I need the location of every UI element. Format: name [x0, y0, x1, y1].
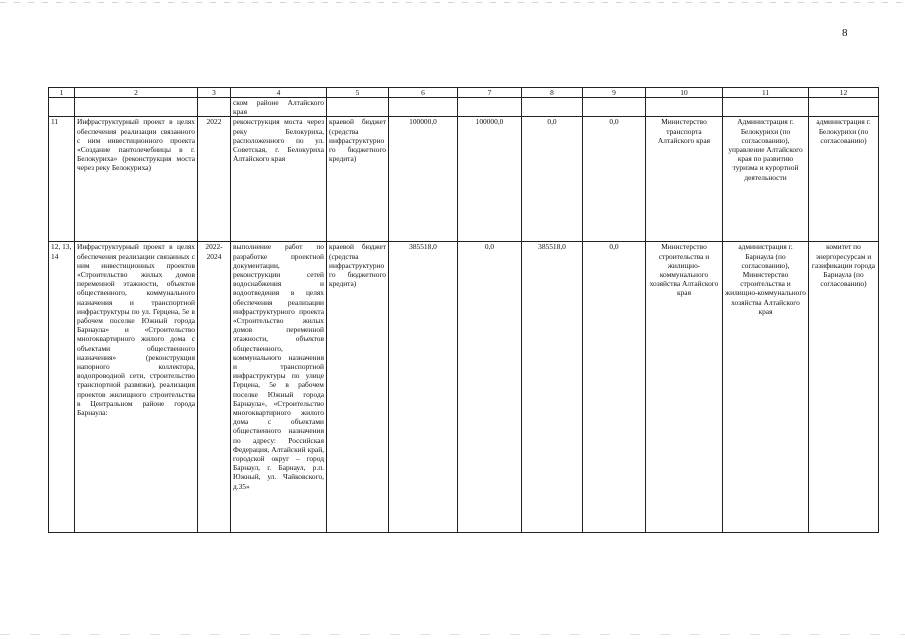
project-name: Инфраструктурный проект в целях обеспечения реализации связанного с ним инвестиционного проекта «Создание пантолечебницы в г. Белокуриха» (реконструкция моста через реку Белокуриха) [75, 117, 198, 242]
amount-year-1: 0,0 [458, 242, 522, 533]
page-number: 8 [842, 27, 848, 39]
column-numbers-row [49, 88, 879, 98]
header-cell: 3 [198, 88, 231, 98]
table-cell [458, 98, 522, 117]
table-cell [646, 98, 723, 117]
amount-year-3: 0,0 [583, 242, 646, 533]
table-cell [198, 98, 231, 117]
program-table [48, 87, 879, 533]
table-row [49, 117, 879, 242]
header-cell: 1 [49, 88, 75, 98]
header-cell: 6 [389, 88, 458, 98]
co-executor: администрация г. Барнаула (по согласованию), Министерство строительства и жилищно-коммунального хозяйства Алтайского края [723, 242, 809, 533]
table-cell [809, 98, 879, 117]
header-cell: 11 [723, 88, 809, 98]
project-years: 2022-2024 [198, 242, 231, 533]
responsible-executor: Министерство строительства и жилищно-коммунального хозяйства Алтайского края [646, 242, 723, 533]
amount-year-2: 0,0 [522, 117, 583, 242]
header-cell: 4 [231, 88, 327, 98]
funding-source: краевой бюджет (средства инфраструктурного бюджетного кредита) [327, 242, 389, 533]
table-cell [522, 98, 583, 117]
amount-year-3: 0,0 [583, 117, 646, 242]
header-cell: 8 [522, 88, 583, 98]
continuation-description: ском районе Алтайского края [231, 98, 327, 117]
scan-edge-top [0, 2, 905, 3]
header-cell: 10 [646, 88, 723, 98]
funding-source: краевой бюджет (средства инфраструктурного бюджетного кредита) [327, 117, 389, 242]
table-cell [723, 98, 809, 117]
amount-total: 385518,0 [389, 242, 458, 533]
table-cell [327, 98, 389, 117]
scan-edge-bottom [0, 634, 905, 635]
participant: администрация г. Белокурихи (по согласованию) [809, 117, 879, 242]
amount-year-2: 385518,0 [522, 242, 583, 533]
continuation-row [49, 98, 879, 117]
participant: комитет по энергоресурсам и газификации города Барнаула (по согласованию) [809, 242, 879, 533]
header-cell: 2 [75, 88, 198, 98]
header-cell: 7 [458, 88, 522, 98]
header-cell: 9 [583, 88, 646, 98]
table-cell [389, 98, 458, 117]
project-years: 2022 [198, 117, 231, 242]
row-number: 11 [49, 117, 75, 242]
table-cell [49, 98, 75, 117]
table-row [49, 242, 879, 533]
table-cell [75, 98, 198, 117]
project-description: реконструкция моста через реку Белокуриха, расположенного по ул. Советская, г. Белокуриха Алтайского края [231, 117, 327, 242]
table-cell [583, 98, 646, 117]
responsible-executor: Министерство транспорта Алтайского края [646, 117, 723, 242]
amount-year-1: 100000,0 [458, 117, 522, 242]
amount-total: 100000,0 [389, 117, 458, 242]
row-number: 12, 13, 14 [49, 242, 75, 533]
project-name: Инфраструктурный проект в целях обеспечения реализации связанных с ним инвестиционных проектов «Строительство жилых домов переменной этажности, объектов общественного, коммунального назначения и транспортной инфраструктуры по ул. Герцена, 5е в рабочем поселке Южный города Барнаула» и «Строительство многоквартирного жилого дома с объектами общественного назначения» (реконструкция напорного коллектора, водопроводной сети, строительство транспортной развязки), реализация проектов жилищного строительства в Центральном районе города Барнаула: [75, 242, 198, 533]
project-description: выполнение работ по разработке проектной документации, реконструкции сетей водоснабжения и водоотведения в целях обеспечения реализации инфраструктурного проекта «Строительство жилых домов переменной этажности, объектов общественного, коммунального назначения и транспортной инфраструктуры по улице Герцена, 5е в рабочем поселке Южный города Барнаула», «Строительство многоквартирного жилого дома с объектами общественного назначения по адресу: Российская Федерация, Алтайский край, городской округ – город Барнаул, г. Барнаул, р.п. Южный, ул. Чайковского, д.35» [231, 242, 327, 533]
co-executor: Администрация г. Белокурихи (по согласованию), управление Алтайского края по развитию туризма и курортной деятельности [723, 117, 809, 242]
header-cell: 5 [327, 88, 389, 98]
header-cell: 12 [809, 88, 879, 98]
